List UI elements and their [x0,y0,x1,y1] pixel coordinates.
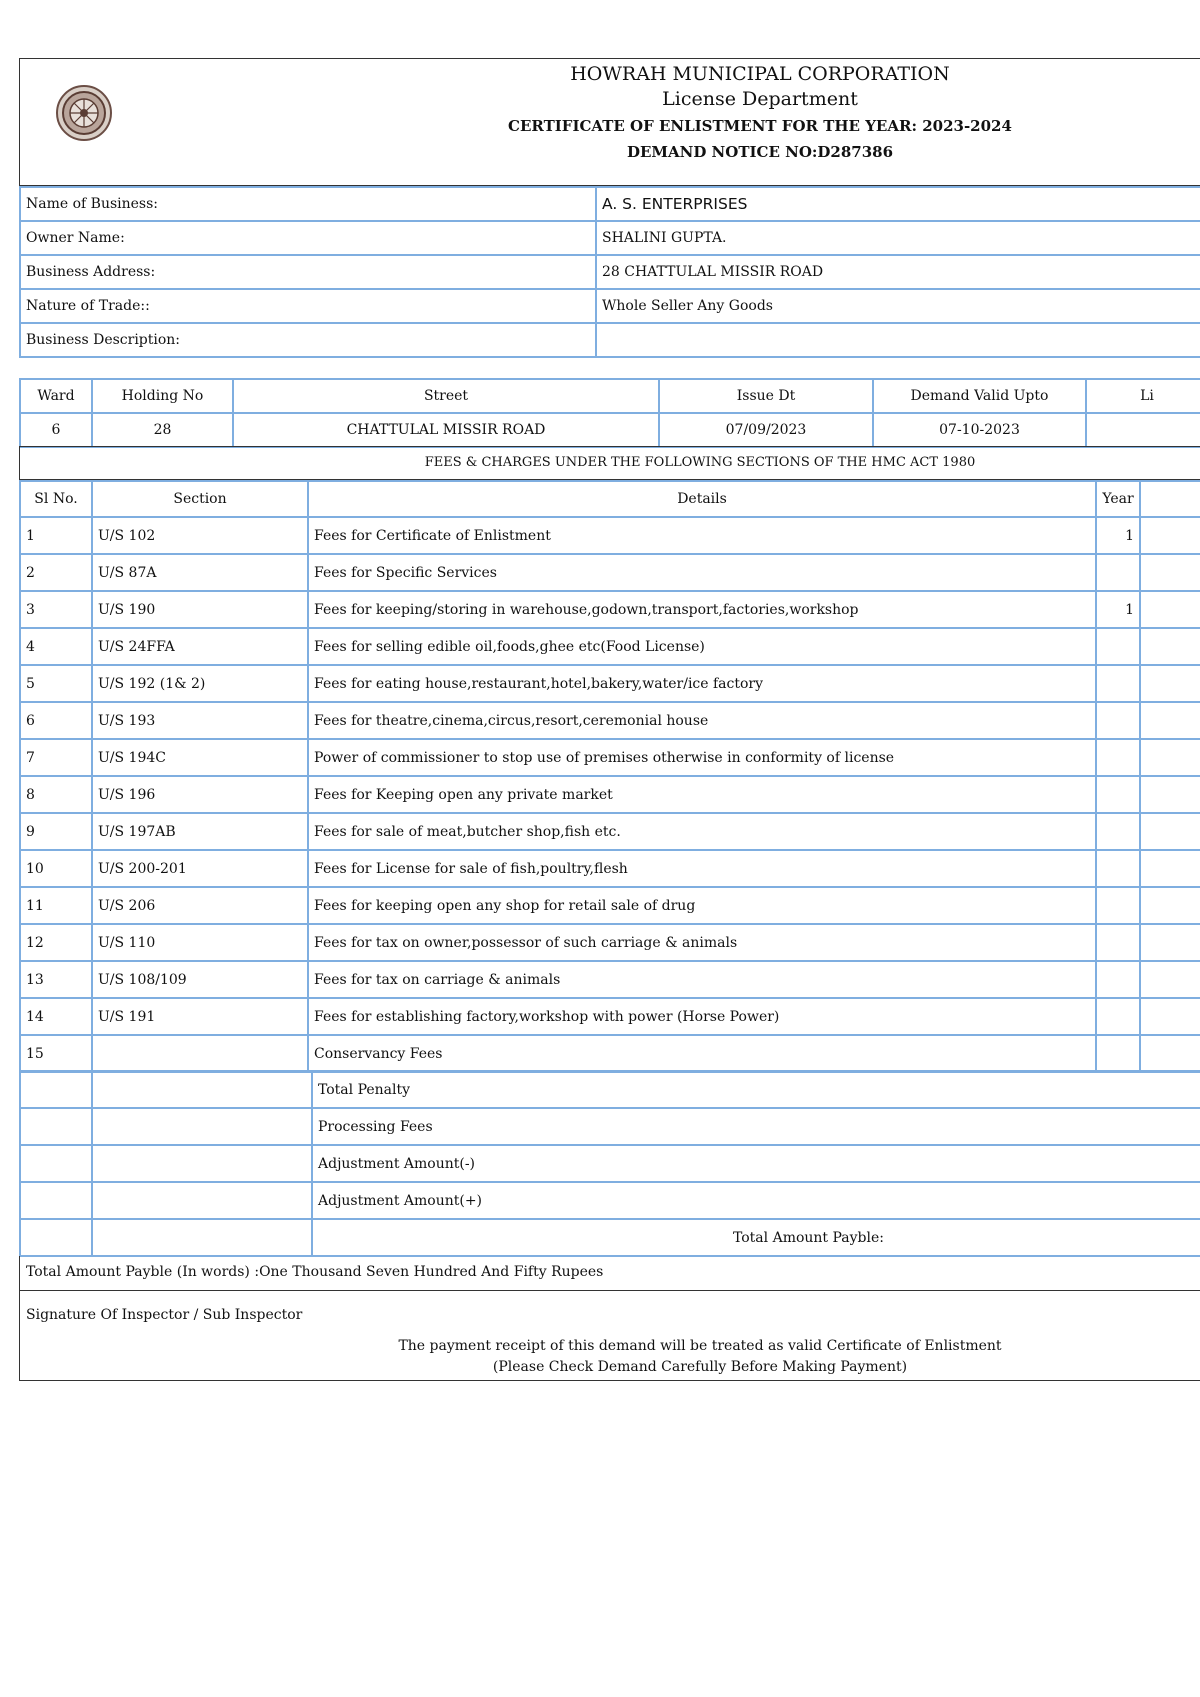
table-row [20,1108,1200,1145]
summary-spacer [92,1219,312,1256]
amount-header [1140,481,1200,517]
table-row [20,739,1200,776]
table-row [20,481,1200,517]
sl-no: 6 [20,702,92,739]
sl-no: 11 [20,887,92,924]
total-words-box [19,1256,1200,1291]
year [1096,554,1140,591]
adjustment-minus-label: Adjustment Amount(-) [312,1145,1200,1182]
processing-fees-label: Processing Fees [312,1108,1200,1145]
summary-spacer [92,1108,312,1145]
table-row [20,517,1200,554]
sl-no-header: Sl No. [20,481,92,517]
year [1096,739,1140,776]
details: Fees for tax on owner,possessor of such carriage & animals [308,924,1096,961]
sl-no: 14 [20,998,92,1035]
section-header: Section [92,481,308,517]
section: U/S 192 (1& 2) [92,665,308,702]
street-header: Street [233,379,659,413]
business-name-value: A. S. ENTERPRISES [596,187,1200,221]
table-row [20,554,1200,591]
details: Fees for tax on carriage & animals [308,961,1096,998]
sl-no: 5 [20,665,92,702]
location-table [19,378,1200,448]
section: U/S 197AB [92,813,308,850]
details: Fees for keeping open any shop for retail sale of drug [308,887,1096,924]
adjustment-plus-label: Adjustment Amount(+) [312,1182,1200,1219]
year [1096,702,1140,739]
summary-spacer [92,1182,312,1219]
year [1096,776,1140,813]
footer-box [19,1291,1200,1381]
section: U/S 196 [92,776,308,813]
table-row [20,255,1200,289]
holding-no-value: 28 [92,413,233,447]
table-row [20,221,1200,255]
table-row [20,1071,1200,1108]
details: Fees for Certificate of Enlistment [308,517,1096,554]
sl-no: 4 [20,628,92,665]
amount [1140,850,1200,887]
table-row [20,665,1200,702]
summary-spacer [20,1145,92,1182]
sl-no: 1 [20,517,92,554]
amount [1140,924,1200,961]
total-amount-label: Total Amount Payble: [312,1219,1200,1256]
holding-no-header: Holding No [92,379,233,413]
amount [1140,813,1200,850]
amount [1140,702,1200,739]
section: U/S 200-201 [92,850,308,887]
header-box [19,58,1200,186]
amount [1140,998,1200,1035]
details: Fees for Keeping open any private market [308,776,1096,813]
section: U/S 24FFA [92,628,308,665]
amount [1140,776,1200,813]
year: 1 [1096,591,1140,628]
owner-name-label: Owner Name: [20,221,596,255]
demand-notice-number: DEMAND NOTICE NO:D287386 [626,143,894,161]
amount [1140,591,1200,628]
issue-date-header: Issue Dt [659,379,873,413]
table-row [20,776,1200,813]
details: Fees for theatre,cinema,circus,resort,ceremonial house [308,702,1096,739]
demand-valid-upto-value: 07-10-2023 [873,413,1086,447]
year [1096,665,1140,702]
details: Fees for establishing factory,workshop with power (Horse Power) [308,998,1096,1035]
table-row [20,1219,1200,1256]
amount [1140,1035,1200,1072]
amount [1140,517,1200,554]
certificate-sheet [19,58,1200,1381]
corporation-title: HOWRAH MUNICIPAL CORPORATION [570,63,950,85]
sl-no: 2 [20,554,92,591]
amount [1140,961,1200,998]
summary-spacer [20,1182,92,1219]
year [1096,924,1140,961]
details: Fees for keeping/storing in warehouse,godown,transport,factories,workshop [308,591,1096,628]
details-header: Details [308,481,1096,517]
table-row [20,187,1200,221]
owner-name-value: SHALINI GUPTA. [596,221,1200,255]
details: Conservancy Fees [308,1035,1096,1072]
year [1096,1035,1140,1072]
year [1096,813,1140,850]
business-name-label: Name of Business: [20,187,596,221]
year-header: Year [1096,481,1140,517]
demand-valid-upto-header: Demand Valid Upto [873,379,1086,413]
year: 1 [1096,517,1140,554]
fees-heading-box [19,446,1200,480]
summary-spacer [20,1219,92,1256]
total-in-words: Total Amount Payble (In words) :One Thousand Seven Hundred And Fifty Rupees [26,1264,604,1280]
table-row [20,1035,1200,1072]
details: Fees for selling edible oil,foods,ghee etc(Food License) [308,628,1096,665]
issue-date-value: 07/09/2023 [659,413,873,447]
table-row [20,813,1200,850]
ward-value: 6 [20,413,92,447]
check-demand-note: (Please Check Demand Carefully Before Making Payment) [492,1359,908,1375]
amount [1140,554,1200,591]
department-title: License Department [662,88,858,110]
table-row [20,961,1200,998]
fees-table [19,480,1200,1073]
table-row [20,702,1200,739]
table-row [20,379,1200,413]
sl-no: 7 [20,739,92,776]
total-penalty-label: Total Penalty [312,1071,1200,1108]
details: Fees for eating house,restaurant,hotel,bakery,water/ice factory [308,665,1096,702]
section: U/S 194C [92,739,308,776]
business-details-table [19,186,1200,358]
table-row [20,924,1200,961]
summary-table [19,1070,1200,1257]
section: U/S 206 [92,887,308,924]
sl-no: 12 [20,924,92,961]
validity-note: The payment receipt of this demand will be treated as valid Certificate of Enlistment [398,1338,1002,1354]
amount [1140,665,1200,702]
sl-no: 9 [20,813,92,850]
sl-no: 3 [20,591,92,628]
certificate-title: CERTIFICATE OF ENLISTMENT FOR THE YEAR: 2023-2024 [508,117,1012,135]
details: Fees for sale of meat,butcher shop,fish etc. [308,813,1096,850]
table-row [20,850,1200,887]
section: U/S 110 [92,924,308,961]
sl-no: 13 [20,961,92,998]
section: U/S 193 [92,702,308,739]
table-row [20,323,1200,357]
business-description-label: Business Description: [20,323,596,357]
sl-no: 8 [20,776,92,813]
ward-header: Ward [20,379,92,413]
table-row [20,413,1200,447]
street-value: CHATTULAL MISSIR ROAD [233,413,659,447]
signature-label: Signature Of Inspector / Sub Inspector [26,1307,303,1323]
amount [1140,887,1200,924]
license-value [1086,413,1200,447]
section: U/S 108/109 [92,961,308,998]
table-row [20,998,1200,1035]
license-header: Li [1086,379,1200,413]
section: U/S 87A [92,554,308,591]
nature-of-trade-label: Nature of Trade:: [20,289,596,323]
table-row [20,289,1200,323]
sl-no: 15 [20,1035,92,1072]
summary-spacer [20,1071,92,1108]
year [1096,850,1140,887]
summary-spacer [92,1145,312,1182]
amount [1140,628,1200,665]
year [1096,998,1140,1035]
section: U/S 190 [92,591,308,628]
section: U/S 102 [92,517,308,554]
year [1096,887,1140,924]
summary-spacer [92,1071,312,1108]
table-row [20,887,1200,924]
details: Fees for License for sale of fish,poultry,flesh [308,850,1096,887]
table-row [20,1145,1200,1182]
business-address-label: Business Address: [20,255,596,289]
corporation-seal-icon [56,85,112,141]
details: Fees for Specific Services [308,554,1096,591]
year [1096,961,1140,998]
section [92,1035,308,1072]
sl-no: 10 [20,850,92,887]
nature-of-trade-value: Whole Seller Any Goods [596,289,1200,323]
table-row [20,1182,1200,1219]
section: U/S 191 [92,998,308,1035]
year [1096,628,1140,665]
table-row [20,628,1200,665]
amount [1140,739,1200,776]
fees-heading: FEES & CHARGES UNDER THE FOLLOWING SECTIONS OF THE HMC ACT 1980 [424,455,976,470]
details: Power of commissioner to stop use of premises otherwise in conformity of license [308,739,1096,776]
table-row [20,591,1200,628]
business-description-value [596,323,1200,357]
business-address-value: 28 CHATTULAL MISSIR ROAD [596,255,1200,289]
summary-spacer [20,1108,92,1145]
